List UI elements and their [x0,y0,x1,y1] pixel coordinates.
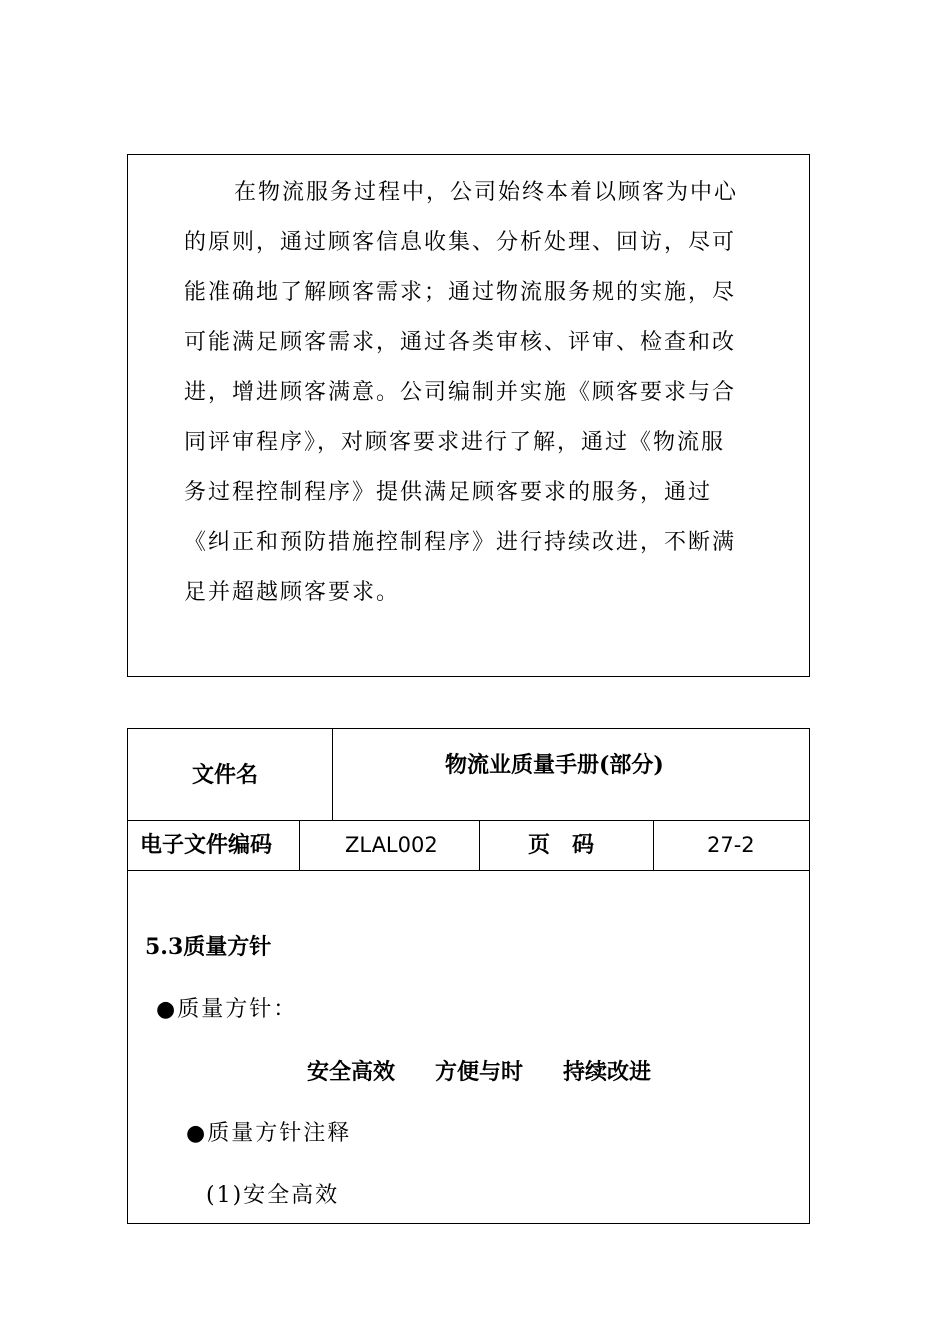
note-1: (1)安全高效 [206,1183,340,1208]
document-header-table [127,728,810,1224]
intro-paragraph-box [127,154,810,677]
file-name-label: 文件名 [192,762,259,788]
table-divider [128,820,809,821]
table-divider [479,820,480,870]
file-name-value: 物流业质量手册(部分) [445,752,664,778]
notes-label: ●质量方针注释 [186,1121,352,1146]
intro-line-3: 能准确地了解顾客需求；通过物流服务规的实施，尽 [184,280,737,305]
code-value: ZLAL002 [345,833,438,857]
policy-item-1: 安全高效 [307,1059,396,1085]
intro-line-9: 足并超越顾客要求。 [184,580,401,605]
policy-label: ●质量方针： [156,997,298,1022]
page-value: 27-2 [707,833,755,857]
page-label: 页 码 [528,832,595,858]
intro-line-5: 进，增进顾客满意。公司编制并实施《顾客要求与合 [184,380,737,405]
intro-line-2: 的原则，通过顾客信息收集、分析处理、回访，尽可 [184,230,737,255]
intro-line-6: 同评审程序》，对顾客要求进行了解，通过《物流服 [184,430,726,455]
table-divider [299,820,300,870]
policy-item-3: 持续改进 [563,1059,652,1085]
section-heading: 5.3质量方针 [145,934,272,960]
intro-line-8: 《纠正和预防措施控制程序》进行持续改进，不断满 [184,530,737,555]
intro-line-4: 可能满足顾客需求，通过各类审核、评审、检查和改 [184,330,737,355]
intro-line-1: 在物流服务过程中，公司始终本着以顾客为中心 [234,180,739,205]
policy-item-2: 方便与时 [435,1059,524,1085]
table-divider [653,820,654,870]
table-divider [128,870,809,871]
table-divider [332,729,333,820]
intro-line-7: 务过程控制程序》提供满足顾客要求的服务，通过 [184,480,713,505]
code-label: 电子文件编码 [140,832,273,858]
